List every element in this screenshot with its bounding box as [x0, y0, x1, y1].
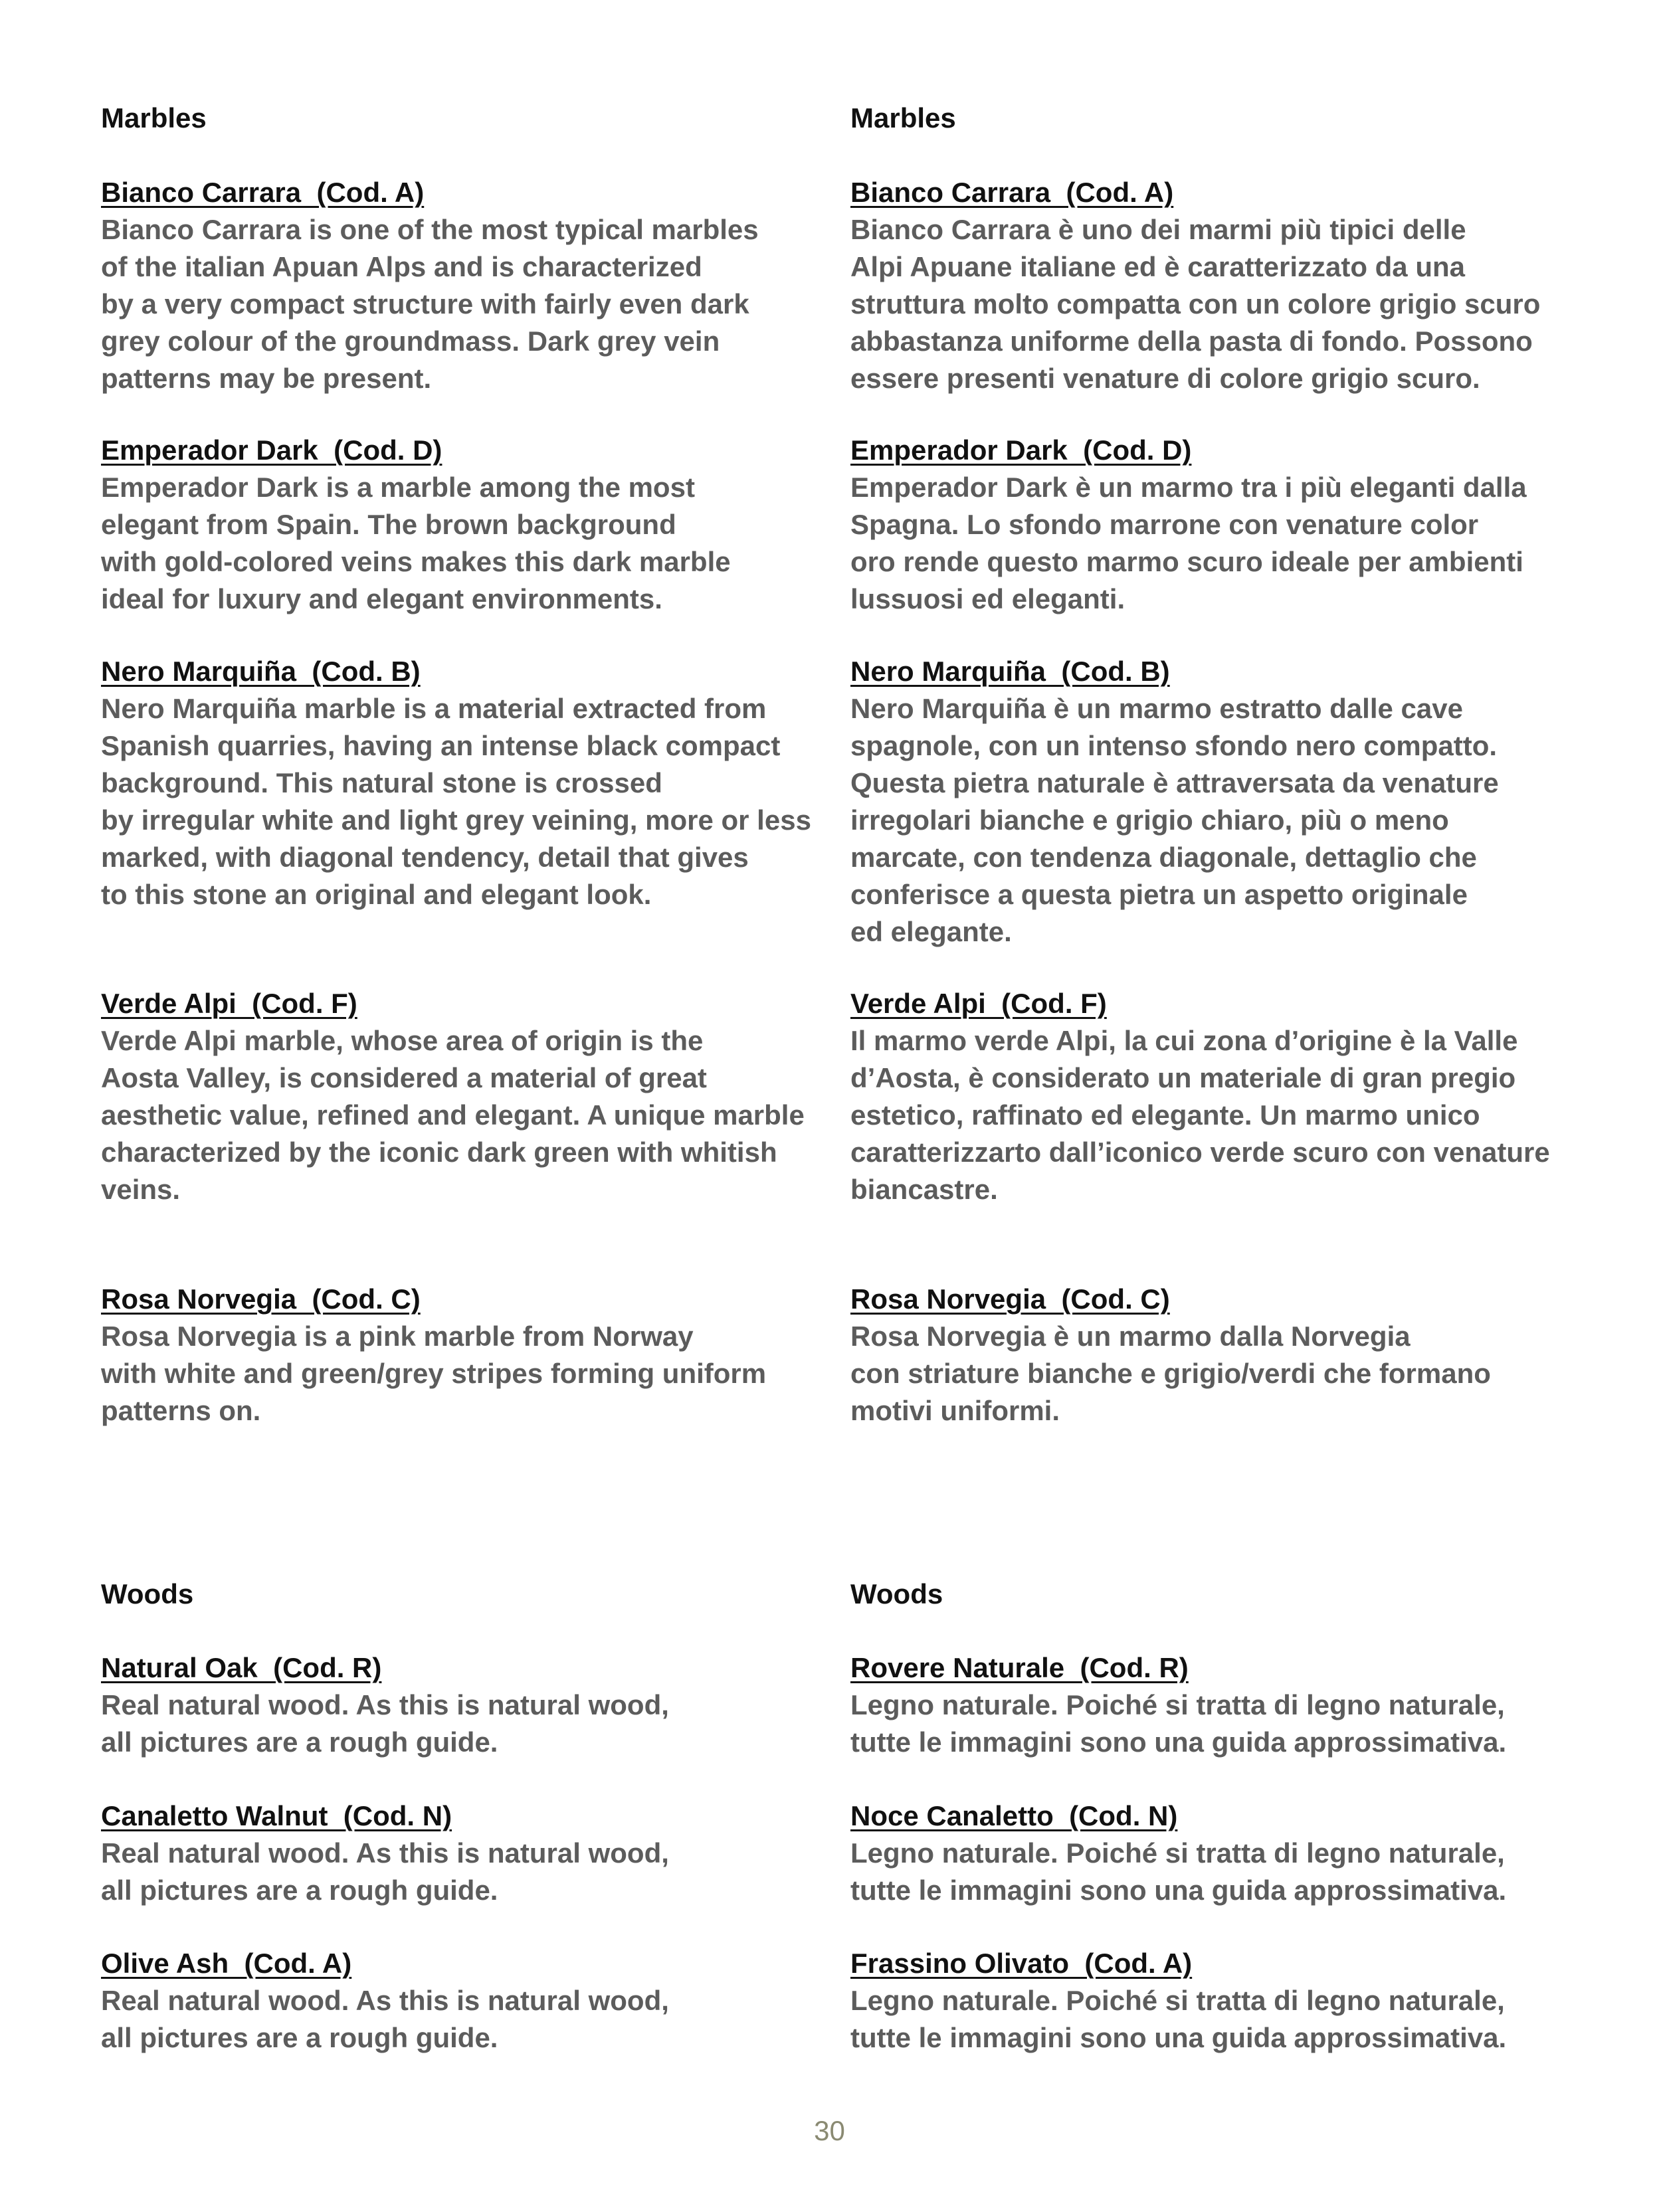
entry-description: Real natural wood. As this is natural wood, all pictures are a rough guide. — [101, 1985, 669, 2053]
marble-entry — [850, 653, 1499, 951]
entry-title: Rosa Norvegia (Cod. C) — [101, 1283, 421, 1315]
entry-description: Bianco Carrara è uno dei marmi più tipici delle Alpi Apuane italiane ed è caratterizzato da una struttura molto compatta con un colore grigio scuro abbastanza uniforme della pasta di fondo. Possono essere presenti venature di colore grigio scuro. — [850, 214, 1541, 394]
marble-entry — [850, 985, 1550, 1208]
entry-description: Rosa Norvegia è un marmo dalla Norvegia con striature bianche e grigio/verdi che formano motivi uniformi. — [850, 1321, 1491, 1426]
wood-entry — [850, 1945, 1506, 2057]
entry-description: Legno naturale. Poiché si tratta di legno naturale, tutte le immagini sono una guida approssimativa. — [850, 1837, 1507, 1906]
wood-entry — [101, 1649, 669, 1761]
entry-title: Nero Marquiña (Cod. B) — [850, 656, 1170, 687]
marble-entry — [101, 985, 805, 1208]
marbles-heading: Marbles — [101, 102, 207, 134]
marble-entry — [850, 1281, 1491, 1429]
entry-title: Verde Alpi (Cod. F) — [850, 988, 1107, 1019]
marble-entry — [101, 432, 731, 618]
marble-entry — [101, 1281, 766, 1429]
woods-heading: Woods — [850, 1578, 943, 1610]
entry-title: Nero Marquiña (Cod. B) — [101, 656, 421, 687]
entry-title: Noce Canaletto (Cod. N) — [850, 1800, 1178, 1831]
entry-title: Natural Oak (Cod. R) — [101, 1652, 382, 1683]
entry-title: Rosa Norvegia (Cod. C) — [850, 1283, 1170, 1315]
entry-description: Verde Alpi marble, whose area of origin is the Aosta Valley, is considered a material of great aesthetic value, refined and elegant. A unique marble characterized by the iconic dark green with whitish veins. — [101, 1025, 805, 1205]
entry-description: Nero Marquiña marble is a material extracted from Spanish quarries, having an intense black compact background. This natural stone is crossed by irregular white and light grey veining, more or less marked, with diagonal tendency, detail that gives to this stone an original and elegant look. — [101, 693, 811, 910]
entry-description: Emperador Dark è un marmo tra i più eleganti dalla Spagna. Lo sfondo marrone con venature color oro rende questo marmo scuro ideale per ambienti lussuosi ed eleganti. — [850, 472, 1527, 614]
entry-title: Bianco Carrara (Cod. A) — [850, 177, 1174, 208]
entry-description: Bianco Carrara is one of the most typical marbles of the italian Apuan Alps and is characterized by a very compact structure with fairly even dark grey colour of the groundmass. Dark grey vein patterns may be present. — [101, 214, 759, 394]
marbles-heading: Marbles — [850, 102, 956, 134]
entry-description: Rosa Norvegia is a pink marble from Norway with white and green/grey stripes forming uniform patterns on. — [101, 1321, 767, 1426]
entry-description: Real natural wood. As this is natural wood, all pictures are a rough guide. — [101, 1837, 669, 1906]
entry-description: Il marmo verde Alpi, la cui zona d’origine è la Valle d’Aosta, è considerato un materiale di gran pregio estetico, raffinato ed elegante. Un marmo unico caratterizzarto dall’iconico verde scuro con venature biancastre. — [850, 1025, 1550, 1205]
wood-entry — [850, 1797, 1506, 1909]
wood-entry — [101, 1945, 669, 2057]
entry-title: Olive Ash (Cod. A) — [101, 1948, 352, 1979]
entry-title: Frassino Olivato (Cod. A) — [850, 1948, 1193, 1979]
entry-description: Real natural wood. As this is natural wood, all pictures are a rough guide. — [101, 1689, 669, 1758]
entry-description: Legno naturale. Poiché si tratta di legno naturale, tutte le immagini sono una guida approssimativa. — [850, 1689, 1507, 1758]
entry-description: Nero Marquiña è un marmo estratto dalle cave spagnole, con un intenso sfondo nero compatto. Questa pietra naturale è attraversata da venature irregolari bianche e grigio chiaro, più o meno marcate, con tendenza diagonale, dettaglio che conferisce a questa pietra un aspetto originale ed elegante. — [850, 693, 1499, 947]
marble-entry — [850, 432, 1527, 618]
wood-entry — [101, 1797, 669, 1909]
entry-title: Verde Alpi (Cod. F) — [101, 988, 357, 1019]
entry-title: Bianco Carrara (Cod. A) — [101, 177, 425, 208]
entry-description: Legno naturale. Poiché si tratta di legno naturale, tutte le immagini sono una guida approssimativa. — [850, 1985, 1507, 2053]
marble-entry — [850, 174, 1540, 397]
entry-description: Emperador Dark is a marble among the most elegant from Spain. The brown background with gold-colored veins makes this dark marble ideal for luxury and elegant environments. — [101, 472, 731, 614]
page-number: 30 — [814, 2115, 845, 2146]
wood-entry — [850, 1649, 1506, 1761]
marble-entry — [101, 174, 759, 397]
woods-heading: Woods — [101, 1578, 194, 1610]
entry-title: Rovere Naturale (Cod. R) — [850, 1652, 1189, 1683]
entry-title: Canaletto Walnut (Cod. N) — [101, 1800, 452, 1831]
entry-title: Emperador Dark (Cod. D) — [101, 434, 442, 466]
marble-entry — [101, 653, 811, 913]
entry-title: Emperador Dark (Cod. D) — [850, 434, 1192, 466]
